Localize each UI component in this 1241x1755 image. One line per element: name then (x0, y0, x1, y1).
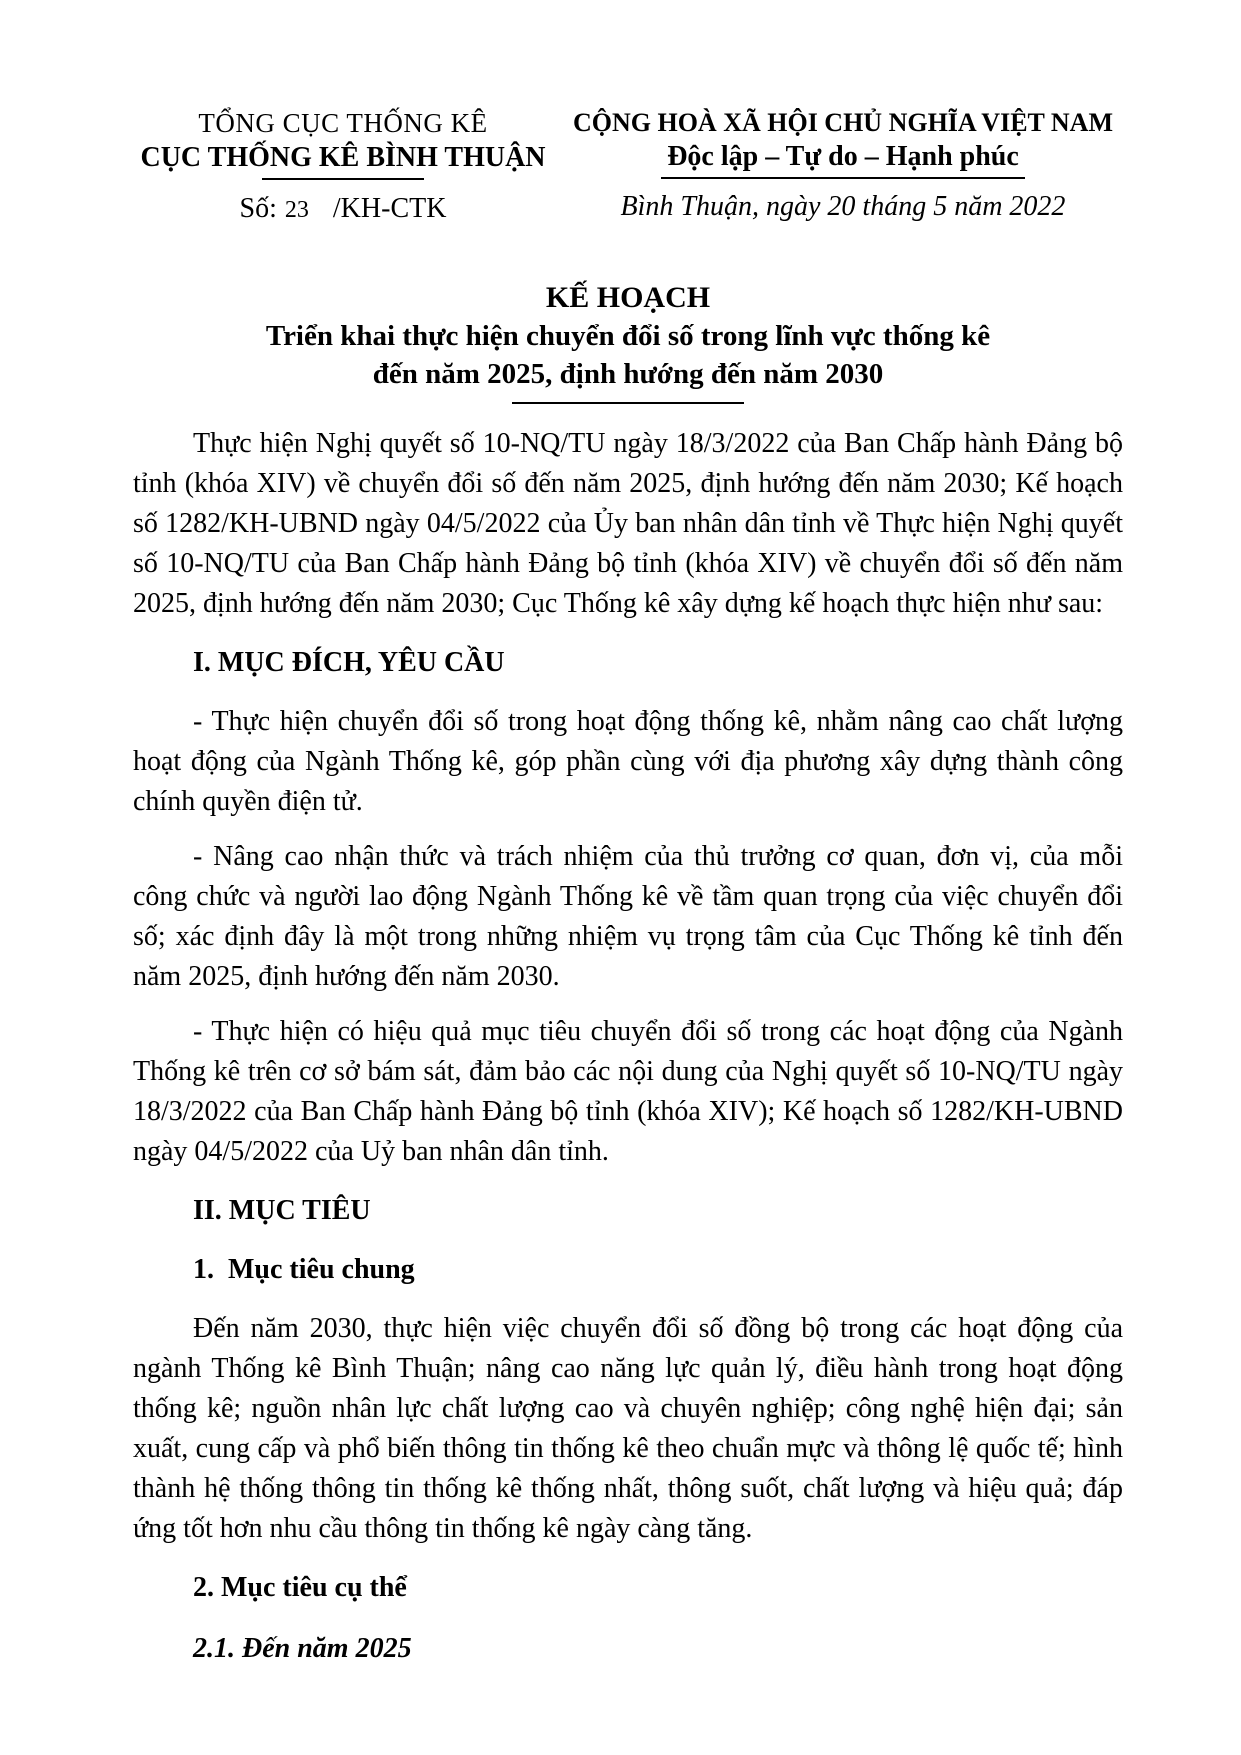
subsubsection-heading-2025: 2.1. Đến năm 2025 (193, 1633, 412, 1664)
document-title-line2: đến năm 2025, định hướng đến năm 2030 (372, 358, 884, 390)
document-number-line (133, 192, 553, 227)
title-underline (512, 402, 744, 404)
agency-name: CỤC THỐNG KÊ BÌNH THUẬN (140, 142, 546, 173)
parent-agency-name: TỔNG CỤC THỐNG KÊ (198, 108, 488, 138)
section-heading-1: I. MỤC ĐÍCH, YÊU CẦU (193, 647, 505, 678)
subsection-heading-specific: 2. Mục tiêu cụ thể (193, 1572, 407, 1603)
paragraph-purpose-3: - Thực hiện có hiệu quả mục tiêu chuyển đổi số trong các hoạt động của Ngành Thống kê trên cơ sở bám sát, đảm bảo các nội dung của Nghị quyết số 10-NQ/TU ngày 18/3/2022 của Ban Chấp hành Đảng bộ tỉnh (khóa XIV); Kế hoạch số 1282/KH-UBND ngày 04/5/2022 của Uỷ ban nhân dân tỉnh. (133, 1016, 1123, 1167)
national-header-block (553, 106, 1123, 224)
paragraph-intro: Thực hiện Nghị quyết số 10-NQ/TU ngày 18/3/2022 của Ban Chấp hành Đảng bộ tỉnh (khóa XIV) về chuyển đổi số đến năm 2025, định hướng đến năm 2030; Kế hoạch số 1282/KH-UBND ngày 04/5/2022 của Ủy ban nhân dân tỉnh về Thực hiện Nghị quyết số 10-NQ/TU của Ban Chấp hành Đảng bộ tỉnh (khóa XIV) về chuyển đổi số đến năm 2025, định hướng đến năm 2030; Cục Thống kê xây dựng kế hoạch thực hiện như sau: (133, 428, 1123, 619)
place-date-line: Bình Thuận, ngày 20 tháng 5 năm 2022 (620, 191, 1066, 222)
subsection-heading-general: 1. Mục tiêu chung (193, 1254, 415, 1285)
document-number-label: Số: (239, 193, 277, 224)
document-title-line1: Triển khai thực hiện chuyển đổi số trong lĩnh vực thống kê (265, 320, 991, 352)
national-title: CỘNG HOÀ XÃ HỘI CHỦ NGHĨA VIỆT NAM (572, 108, 1114, 137)
document-header (133, 106, 1123, 227)
national-motto-wrap (563, 140, 1123, 179)
paragraph-purpose-1: - Thực hiện chuyển đổi số trong hoạt động thống kê, nhằm nâng cao chất lượng hoạt động của Ngành Thống kê, góp phần cùng với địa phương xây dựng thành công chính quyền điện tử. (133, 706, 1123, 817)
document-body (133, 424, 1123, 1669)
paragraph-purpose-2: - Nâng cao nhận thức và trách nhiệm của thủ trưởng cơ quan, đơn vị, của mỗi công chức và người lao động Ngành Thống kê về tầm quan trọng của việc chuyển đổi số; xác định đây là một trong những nhiệm vụ trọng tâm của Cục Thống kê tỉnh đến năm 2025, định hướng đến năm 2030. (133, 841, 1123, 992)
national-motto: Độc lập – Tự do – Hạnh phúc (661, 140, 1025, 179)
document-number-value: 23 (284, 197, 309, 223)
document-title-block (133, 279, 1123, 404)
issuing-agency-block (133, 106, 553, 227)
section-heading-2: II. MỤC TIÊU (193, 1195, 371, 1226)
document-type-title: KẾ HOẠCH (545, 281, 711, 314)
paragraph-general-goal: Đến năm 2030, thực hiện việc chuyển đổi số đồng bộ trong các hoạt động của ngành Thống kê Bình Thuận; nâng cao năng lực quản lý, điều hành trong hoạt động thống kê; nguồn nhân lực chất lượng cao và chuyên nghiệp; công nghệ hiện đại; sản xuất, cung cấp và phổ biến thông tin thống kê theo chuẩn mực và thông lệ quốc tế; hình thành hệ thống thông tin thống kê thống nhất, thông suốt, chất lượng và hiệu quả; đáp ứng tốt hơn nhu cầu thông tin thống kê ngày càng tăng. (133, 1313, 1123, 1544)
document-number-suffix: /KH-CTK (332, 193, 447, 224)
agency-underline (262, 178, 424, 180)
